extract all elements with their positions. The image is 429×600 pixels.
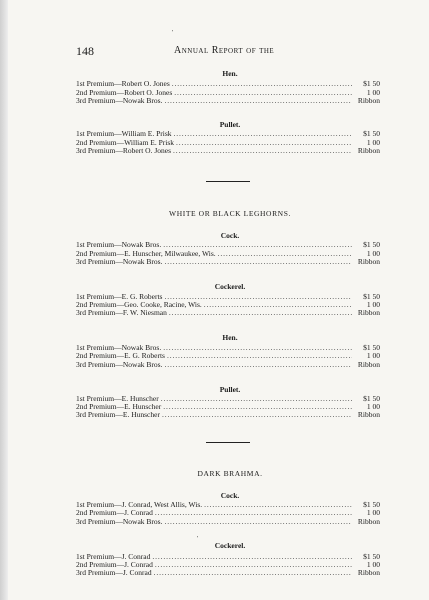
group-title-hen: Hen. (222, 69, 238, 78)
list-item: 2nd Premium—William E. Prisk . . . 1 00 (76, 138, 380, 147)
list-item: 1st Premium—J. Conrad, West Allis, Wis. . . . $1 50 (76, 500, 380, 509)
list-item: 3rd Premium—E. Hunscher . . . Ribbon (76, 410, 380, 419)
group-title-hen: Hen. (222, 333, 238, 342)
leader-dots (172, 79, 352, 88)
section-divider (206, 181, 250, 182)
list-item: 1st Premium—E. Hunscher . . . $1 50 (76, 394, 380, 403)
leader-dots (155, 508, 352, 517)
leader-dots (164, 257, 352, 266)
page-header (76, 44, 386, 60)
leader-dots (154, 568, 352, 577)
leader-dots (169, 308, 352, 317)
section-divider (206, 442, 250, 443)
list-item: 3rd Premium—J. Conrad . . . Ribbon (76, 568, 380, 577)
list-item: 3rd Premium—F. W. Niesman . . . Ribbon (76, 308, 380, 317)
list-item: 3rd Premium—Robert O. Jones . . . Ribbon (76, 146, 380, 155)
list-item: 1st Premium—Nowak Bros. . . . $1 50 (76, 240, 380, 249)
group-title-cockerel: Cockerel. (214, 282, 246, 291)
list-item: 3rd Premium—Nowak Bros. . . . Ribbon (76, 517, 380, 526)
section-title-dark-brahma: DARK BRAHMA. (197, 469, 263, 478)
page-spine-shadow (0, 0, 8, 600)
leader-dots (167, 351, 352, 360)
group-title-pullet: Pullet. (219, 385, 241, 394)
list-item: 1st Premium—Nowak Bros. . . . $1 50 (76, 343, 380, 352)
list-item: 3rd Premium—Nowak Bros. . . . Ribbon (76, 257, 380, 266)
list-item: 1st Premium—Robert O. Jones . . . $1 50 (76, 79, 380, 88)
list-item: 2nd Premium—J. Conrad . . . 1 00 (76, 560, 380, 569)
list-item: 1st Premium—J. Conrad . . . $1 50 (76, 552, 380, 561)
list-item: 3rd Premium—Nowak Bros. . . . Ribbon (76, 360, 380, 369)
list-item: 2nd Premium—J. Conrad . . . 1 00 (76, 508, 380, 517)
group-title-cockerel: Cockerel. (214, 541, 246, 550)
leader-dots (163, 240, 352, 249)
list-item: 1st Premium—William E. Prisk . . . $1 50 (76, 129, 380, 138)
leader-dots (174, 129, 352, 138)
section-title-leghorns: WHITE OR BLACK LEGHORNS. (169, 209, 291, 218)
list-item: 2nd Premium—E. Hunscher . . . 1 00 (76, 402, 380, 411)
leader-dots (173, 146, 352, 155)
list-item: 2nd Premium—E. G. Roberts . . . 1 00 (76, 351, 380, 360)
leader-dots (164, 360, 352, 369)
leader-dots (164, 517, 352, 526)
list-item: 1st Premium—E. G. Roberts . . . $1 50 (76, 292, 380, 301)
leader-dots (162, 410, 352, 419)
page-number: 148 (76, 44, 94, 58)
running-head: Annual Report of the (174, 45, 275, 56)
list-item: 2nd Premium—E. Hunscher, Milwaukee, Wis. . . . 1 00 (76, 249, 380, 258)
group-title-cock: Cock. (220, 491, 240, 500)
list-item: 3rd Premium—Nowak Bros. . . . Ribbon (76, 96, 380, 105)
leader-dots (164, 96, 352, 105)
group-title-pullet: Pullet. (219, 120, 241, 129)
print-mark: ' (172, 30, 174, 36)
print-mark: ' (197, 536, 199, 542)
list-item: 2nd Premium—Robert O. Jones . . . 1 00 (76, 88, 380, 97)
group-title-cock: Cock. (220, 231, 240, 240)
list-item: 2nd Premium—Geo. Cooke, Racine, Wis. . . . 1 00 (76, 300, 380, 309)
